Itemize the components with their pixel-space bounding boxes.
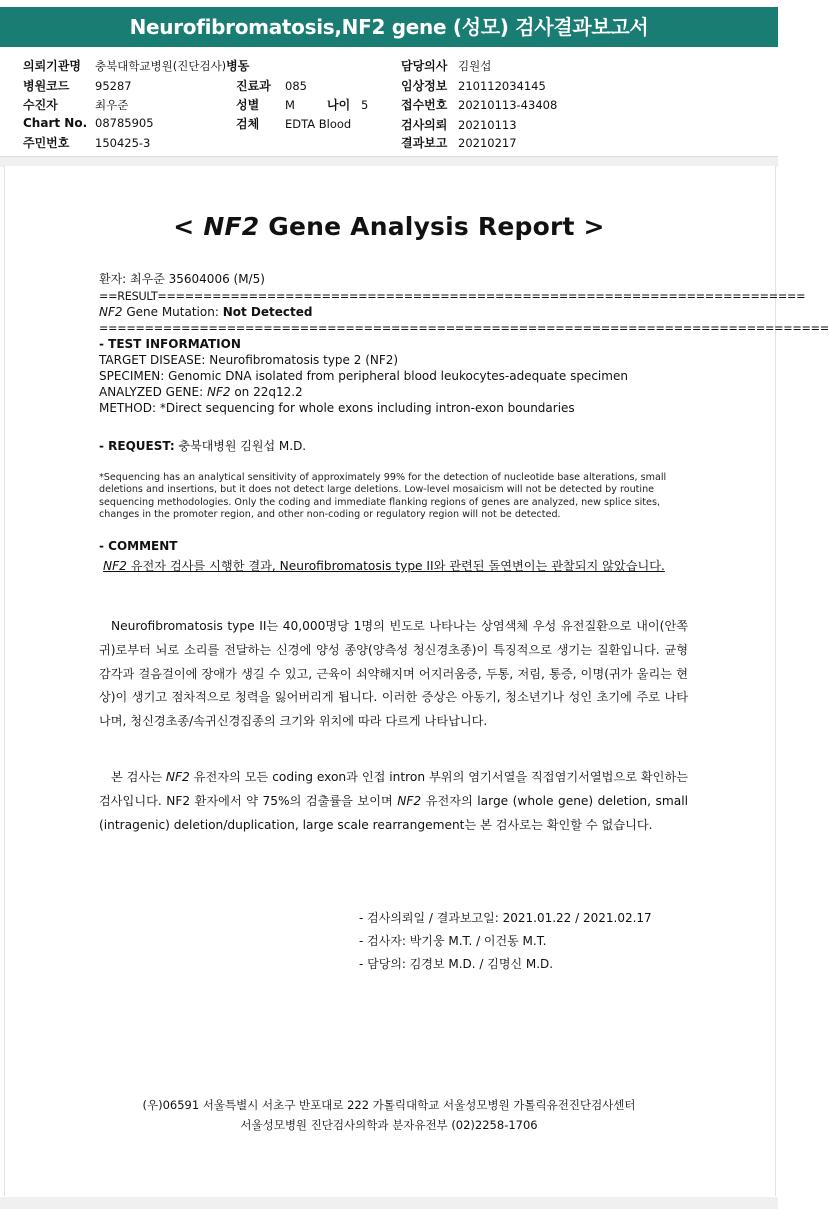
patient-label: 수진자 — [23, 98, 58, 112]
age-label: 나이 — [327, 98, 351, 112]
report-date-label: 결과보고 — [401, 136, 448, 150]
request-value: 충북대병원 김원섭 M.D. — [174, 439, 307, 453]
sex-label: 성별 — [236, 98, 260, 112]
hospital-code-row — [23, 77, 132, 94]
institution-row — [23, 57, 249, 74]
request-date-value: 20210113 — [458, 118, 517, 132]
request-heading: - REQUEST: — [99, 439, 175, 453]
hospital-code-label: 병원코드 — [23, 79, 70, 93]
paragraph-method — [99, 766, 688, 837]
institution-value: 충북대학교병원(진단검사) — [95, 59, 227, 73]
mutation-value: Not Detected — [222, 305, 313, 319]
p2-c: 유전자의 large (whole gene) deletion, small (intragenic) deletion/duplication, large scale rearrangement는 본 검사로는 확인할 수 없습니다. — [99, 793, 688, 832]
patient-row — [23, 96, 128, 113]
target-disease: TARGET DISEASE: Neurofibromatosis type 2 (NF2) — [99, 353, 399, 367]
hospital-code-value: 95287 — [95, 79, 132, 93]
title-open: < — [173, 212, 204, 241]
separator-rule: ================================================================================ — [99, 322, 829, 335]
resident-value: 150425-3 — [95, 136, 151, 150]
report-date-value: 20210217 — [458, 136, 517, 150]
patient-line: 환자: 최우준 35604006 (M/5) — [99, 272, 265, 286]
mutation-label: Gene Mutation: — [122, 305, 223, 319]
institution-label: 의뢰기관명 — [23, 59, 81, 73]
doctor-value: 김원섭 — [458, 59, 492, 73]
specimen-row — [236, 115, 351, 132]
doctor-row — [401, 57, 491, 74]
bottom-separator — [0, 1197, 778, 1209]
department-value: 085 — [285, 79, 307, 93]
method-line: METHOD: *Direct sequencing for whole exons including intron-exon boundaries — [99, 401, 575, 415]
test-info-heading: - TEST INFORMATION — [99, 337, 241, 351]
title-rest: Gene Analysis Report > — [259, 212, 605, 241]
patient-value: 최우준 — [95, 98, 129, 112]
comment-text — [99, 555, 688, 577]
analyzed-gene: NF2 — [206, 385, 231, 399]
chart-value: 08785905 — [95, 116, 154, 130]
department-row — [236, 77, 307, 94]
specimen-line: SPECIMEN: Genomic DNA isolated from peripheral blood leukocytes-adequate specimen — [99, 369, 628, 383]
chart-row — [23, 116, 154, 130]
sign-doctors: - 담당의: 김경보 M.D. / 김명신 M.D. — [359, 957, 554, 971]
request-line — [99, 437, 306, 454]
request-date-row — [401, 116, 517, 133]
doctor-label: 담당의사 — [401, 59, 448, 73]
footer-address: (우)06591 서울특별시 서초구 반포대로 222 가톨릭대학교 서울성모병원 가톨릭유전진단검사센터 — [142, 1098, 636, 1112]
age-value: 5 — [361, 98, 369, 112]
receipt-value: 20210113-43408 — [458, 98, 558, 112]
footer-department: 서울성모병원 진단검사의학과 분자유전부 (02)2258-1706 — [240, 1118, 538, 1132]
comment-heading: - COMMENT — [99, 539, 178, 553]
ward-label: 병동 — [226, 59, 250, 73]
mutation-gene: NF2 — [99, 305, 123, 319]
specimen-value: EDTA Blood — [285, 117, 352, 131]
report-window-title: Neurofibromatosis,NF2 gene (성모) 검사결과보고서 — [0, 7, 778, 47]
analyzed-label: ANALYZED GENE: — [99, 385, 207, 399]
comment-body: 유전자 검사를 시행한 결과, Neurofibromatosis type II와 관련된 돌연변이는 관찰되지 않았습니다. — [126, 559, 665, 573]
request-date-label: 검사의뢰 — [401, 118, 448, 132]
report-title — [0, 212, 778, 241]
sign-dates: - 검사의뢰일 / 결과보고일: 2021.01.22 / 2021.02.17 — [359, 911, 652, 925]
p2-gene2: NF2 — [397, 793, 422, 808]
department-label: 진료과 — [236, 79, 271, 93]
receipt-label: 접수번호 — [401, 98, 448, 112]
clinical-value: 210112034145 — [458, 79, 546, 93]
result-rule: ==RESULT======================================================================= — [99, 290, 806, 303]
mutation-line — [99, 305, 312, 319]
sign-testers: - 검사자: 박기웅 M.T. / 이건동 M.T. — [359, 934, 547, 948]
p2-b: 유전자의 모든 coding exon과 인접 intron 부위의 염기서열을 직접염기서열법으로 확인하는 검사입니다. NF2 환자에서 약 75%의 검출률을 보이며 — [99, 770, 688, 808]
analyzed-gene-line — [99, 385, 303, 399]
clinical-label: 임상정보 — [401, 79, 448, 93]
sex-value: M — [285, 98, 295, 112]
paragraph-disease: Neurofibromatosis type II는 40,000명당 1명의 빈도로 나타나는 상염색체 우성 유전질환으로 내이(안쪽 귀)로부터 뇌로 소리를 전달하는 신경에 양성 종양(양측성 청신경초종)이 특징적으로 생기는 질환입니다. 균형 감각과 걸음걸이에 장애가 생길 수 있고, 근육이 쇠약해지며 어지러움증, 두통, 저림, 통증, 이명(귀가 울리는 현상)이 생기고 점차적으로 청력을 잃어버리게 됩니다. 이러한 증상은 아동기, 청소년기나 성인 초기에 주로 나타나며, 청신경초종/속귀신경집종의 크기와 위치에 따라 다르게 나타납니다. — [99, 619, 688, 729]
report-date-row — [401, 134, 517, 151]
chart-label: Chart No. — [23, 116, 88, 130]
sensitivity-disclaimer: *Sequencing has an analytical sensitivity of approximately 99% for the detection of nucleotide base alterations, small deletions and insertions, but it does not detect large deletions. Low-level mosaicism will not be detected by routine sequencing methodologies. Only the coding and immediate flanking regions of genes are analyzed, new splice sites, changes in the promoter region, and other non-coding or regulatory region will not be detected. — [99, 472, 667, 520]
resident-label: 주민번호 — [23, 136, 70, 150]
resident-row — [23, 134, 150, 151]
specimen-label: 검체 — [236, 117, 260, 131]
analyzed-rest: on 22q12.2 — [230, 385, 303, 399]
sex-age-row — [236, 96, 368, 113]
clinical-row — [401, 77, 546, 94]
receipt-row — [401, 96, 557, 113]
comment-gene: NF2 — [103, 559, 127, 573]
p2-gene1: NF2 — [165, 770, 190, 784]
title-gene: NF2 — [203, 212, 260, 241]
p2-a: 본 검사는 — [111, 770, 166, 784]
